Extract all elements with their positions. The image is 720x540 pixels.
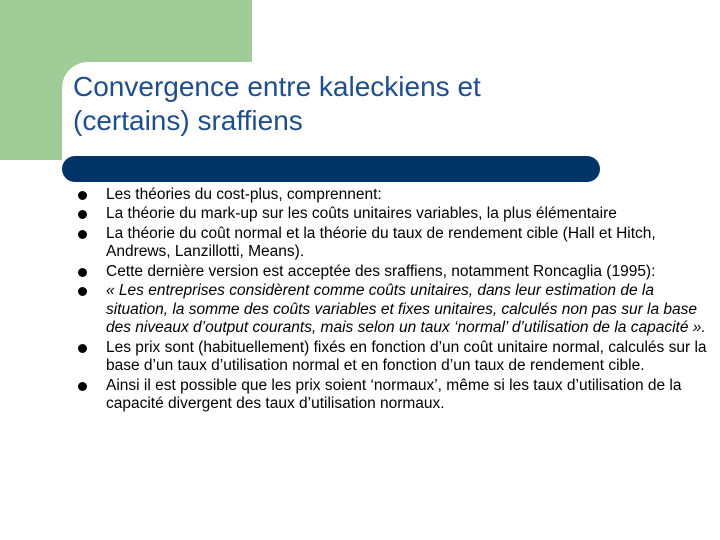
bullet-icon bbox=[78, 230, 87, 239]
list-item bbox=[78, 263, 710, 282]
list-item bbox=[78, 282, 710, 338]
slide-title-line-1: Convergence entre kaleckiens et bbox=[73, 71, 481, 102]
bullet-text: Ainsi il est possible que les prix soient ‘normaux’, même si les taux d’utilisation de la capacité divergent des taux d’utilisation normaux. bbox=[106, 376, 682, 413]
list-item bbox=[78, 339, 710, 376]
bullet-text: Les théories du cost-plus, comprennent: bbox=[106, 186, 382, 203]
bullet-icon bbox=[78, 287, 87, 296]
slide-title bbox=[73, 70, 673, 138]
bullet-icon bbox=[78, 344, 87, 353]
quote-text: « Les entreprises considèrent comme coûts unitaires, dans leur estimation de la situation, la somme des coûts variables et fixes unitaires, calculés non pas sur la base des niveaux d’output courants, mais selon un taux ‘normal’ d’utilisation de la capacité ». bbox=[106, 282, 706, 337]
title-divider-bar bbox=[62, 156, 600, 182]
bullet-text: Les prix sont (habituellement) fixés en fonction d’un coût unitaire normal, calculés sur la base d’un taux d’utilisation normal et en fonction d’un taux de rendement cible. bbox=[106, 338, 707, 375]
bullet-icon bbox=[78, 191, 87, 200]
bullet-icon bbox=[78, 210, 87, 219]
bullet-text: La théorie du mark-up sur les coûts unitaires variables, la plus élémentaire bbox=[106, 205, 617, 223]
list-item bbox=[78, 186, 710, 205]
bullet-list bbox=[78, 186, 710, 415]
bullet-text: Cette dernière version est acceptée des sraffiens, notamment Roncaglia (1995): bbox=[106, 262, 656, 280]
bullet-text: La théorie du coût normal et la théorie du taux de rendement cible (Hall et Hitch, Andrews, Lanzillotti, Means). bbox=[106, 224, 656, 261]
list-item bbox=[78, 205, 710, 224]
bullet-icon bbox=[78, 268, 87, 277]
slide-title-line-2: (certains) sraffiens bbox=[73, 105, 303, 136]
bullet-icon bbox=[78, 382, 87, 391]
list-item bbox=[78, 225, 710, 262]
list-item bbox=[78, 377, 710, 414]
